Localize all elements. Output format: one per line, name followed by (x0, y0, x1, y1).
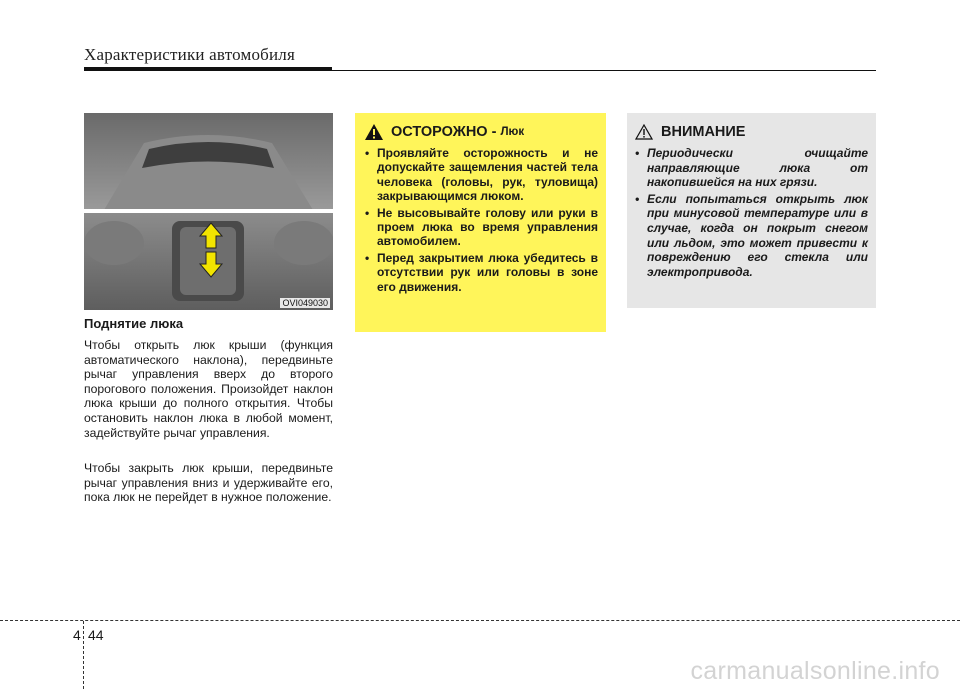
warning-header (365, 124, 598, 140)
caution-list (635, 146, 868, 279)
section-heading: Поднятие люка (84, 316, 184, 331)
page-number: 44 (88, 627, 104, 643)
warning-box (355, 113, 606, 332)
watermark: carmanualsonline.info (690, 657, 940, 685)
warning-title-sub: Люк (500, 126, 525, 138)
sunroof-switch-photo (84, 113, 333, 310)
caution-title: ВНИМАНИЕ (661, 124, 746, 140)
warning-item: • Перед закрытием люка убедитесь в отсутствии рук или головы в зоне его движения. (365, 251, 598, 294)
body-paragraph: Чтобы открыть люк крыши (функция автоматического наклона), передвиньте рычаг управления вверх до второго порогового положения. Произойдет наклон люка крыши до полного открытия. Чтобы остановить наклон люка в любой момент, задействуйте рычаг управления. (84, 338, 333, 440)
caution-header (635, 124, 868, 140)
warning-item: • Проявляйте осторожность и не допускайте защемления частей тела человека (головы, рук, туловища) закрывающимся люком. (365, 146, 598, 204)
header-rule-thin (332, 70, 876, 71)
warning-list (365, 146, 598, 294)
caution-box (627, 113, 876, 308)
caution-item: • Если попытаться открыть люк при минусовой температуре или в случае, когда он покрыт снегом или льдом, это может привести к повреждению его стекла или электропривода. (635, 192, 868, 280)
footer-divider (83, 621, 84, 689)
header-rule-thick (84, 67, 332, 71)
warning-title: ОСТОРОЖНО - (391, 124, 497, 140)
footer-rule (0, 620, 960, 621)
caution-triangle-icon (635, 124, 653, 140)
caution-item: • Периодически очищайте направляющие люка от накопившейся на них грязи. (635, 146, 868, 190)
body-paragraph: Чтобы закрыть люк крыши, передвиньте рычаг управления вниз и удерживайте его, пока люк не перейдет в нужное положение. (84, 461, 333, 505)
page-header-title: Характеристики автомобиля (84, 45, 295, 64)
chapter-number: 4 (73, 627, 81, 643)
warning-item: • Не высовывайте голову или руки в проем люка во время управления автомобилем. (365, 206, 598, 249)
photo-caption: OVI049030 (282, 298, 328, 308)
sunroof-switch-illustration (84, 113, 333, 310)
warning-triangle-icon (365, 124, 383, 140)
